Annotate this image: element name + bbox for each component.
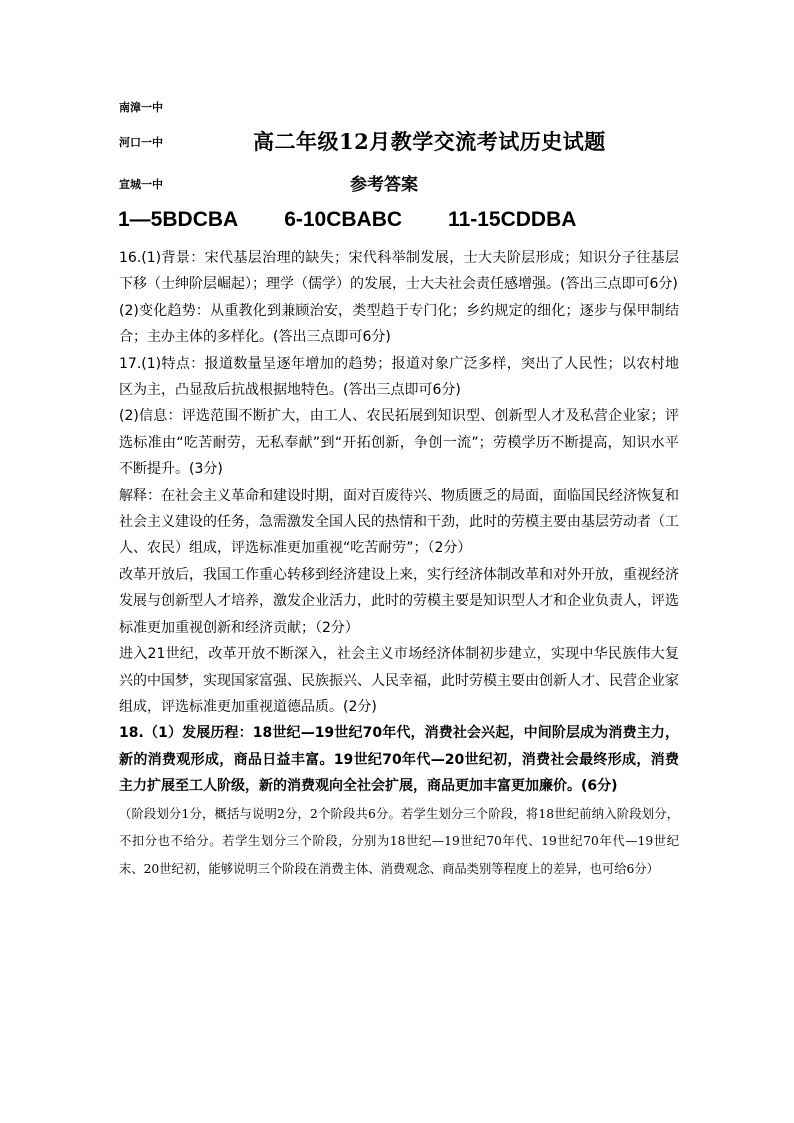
exam-title: 高二年级12月教学交流考试历史试题 xyxy=(253,129,606,154)
answer-paragraph: (2)信息：评选范围不断扩大，由工人、农民拓展到知识型、创新型人才及私营企业家；评选标准由“吃苦耐劳，无私奉献”到“开拓创新，争创一流”；劳模学历不断提高，知识水平不断提升。(3分) xyxy=(119,408,679,478)
answer-paragraph: 解释：在社会主义革命和建设时期，面对百废待兴、物质匮乏的局面，面临国民经济恢复和社会主义建设的任务，急需激发全国人民的热情和干劲，此时的劳模主要由基层劳动者（工人、农民）组成，评选标准更加重视“吃苦耐劳”；（2分） xyxy=(119,487,679,557)
answer-paragraph: 16.(1)背景：宋代基层治理的缺失；宋代科举制发展，士大夫阶层形成；知识分子往基层下移（士绅阶层崛起）；理学（儒学）的发展，士大夫社会责任感增强。(答出三点即可6分) xyxy=(119,250,679,293)
mc-answer-group: 6-10CBABC xyxy=(284,208,403,231)
multiple-choice-answers xyxy=(118,208,622,232)
school-name-xuancheng: 宣城一中 xyxy=(119,178,163,191)
answer-paragraph: 18.（1）发展历程：18世纪—19世纪70年代，消费社会兴起，中间阶层成为消费主力，新的消费观形成，商品日益丰富。19世纪70年代—20世纪初，消费社会最终形成，消费主力扩展至工人阶级，新的消费观向全社会扩展，商品更加丰富更加廉价。(6分) xyxy=(119,725,679,795)
answer-paragraph: (2)变化趋势：从重教化到兼顾治安，类型趋于专门化；乡约规定的细化；逐步与保甲制结合；主办主体的多样化。(答出三点即可6分) xyxy=(119,302,679,346)
answer-content xyxy=(119,245,679,884)
grading-note: （阶段划分1分，概括与说明2分，2个阶段共6分。若学生划分三个阶段，将18世纪前纳入阶段划分，不扣分也不给分。若学生划分三个阶段，分别为18世纪—19世纪70年代、19世纪70年代—19世纪末、20世纪初，能够说明三个阶段在消费主体、消费观念、商品类别等程度上的差异，也可给6分） xyxy=(119,806,679,877)
mc-answer-group: 11-15CDDBA xyxy=(448,208,577,231)
answer-key-subtitle: 参考答案 xyxy=(350,175,418,195)
answer-paragraph: 改革开放后，我国工作重心转移到经济建设上来，实行经济体制改革和对外开放，重视经济发展与创新型人才培养，激发企业活力，此时的劳模主要是知识型人才和企业负责人，评选标准更加重视创新和经济贡献；（2分） xyxy=(119,566,679,636)
school-name-hekou: 河口一中 xyxy=(119,136,163,149)
mc-answer-group: 1—5BDCBA xyxy=(118,208,239,231)
answer-paragraph: 17.(1)特点：报道数量呈逐年增加的趋势；报道对象广泛多样，突出了人民性；以农村地区为主，凸显敌后抗战根据地特色。(答出三点即可6分) xyxy=(119,355,679,399)
school-name-nanzhang: 南漳一中 xyxy=(119,101,163,114)
answer-paragraph: 进入21世纪，改革开放不断深入，社会主义市场经济体制初步建立，实现中华民族伟大复兴的中国梦，实现国家富强、民族振兴、人民幸福，此时劳模主要由创新人才、民营企业家组成，评选标准更加重视道德品质。(2分) xyxy=(119,646,679,715)
